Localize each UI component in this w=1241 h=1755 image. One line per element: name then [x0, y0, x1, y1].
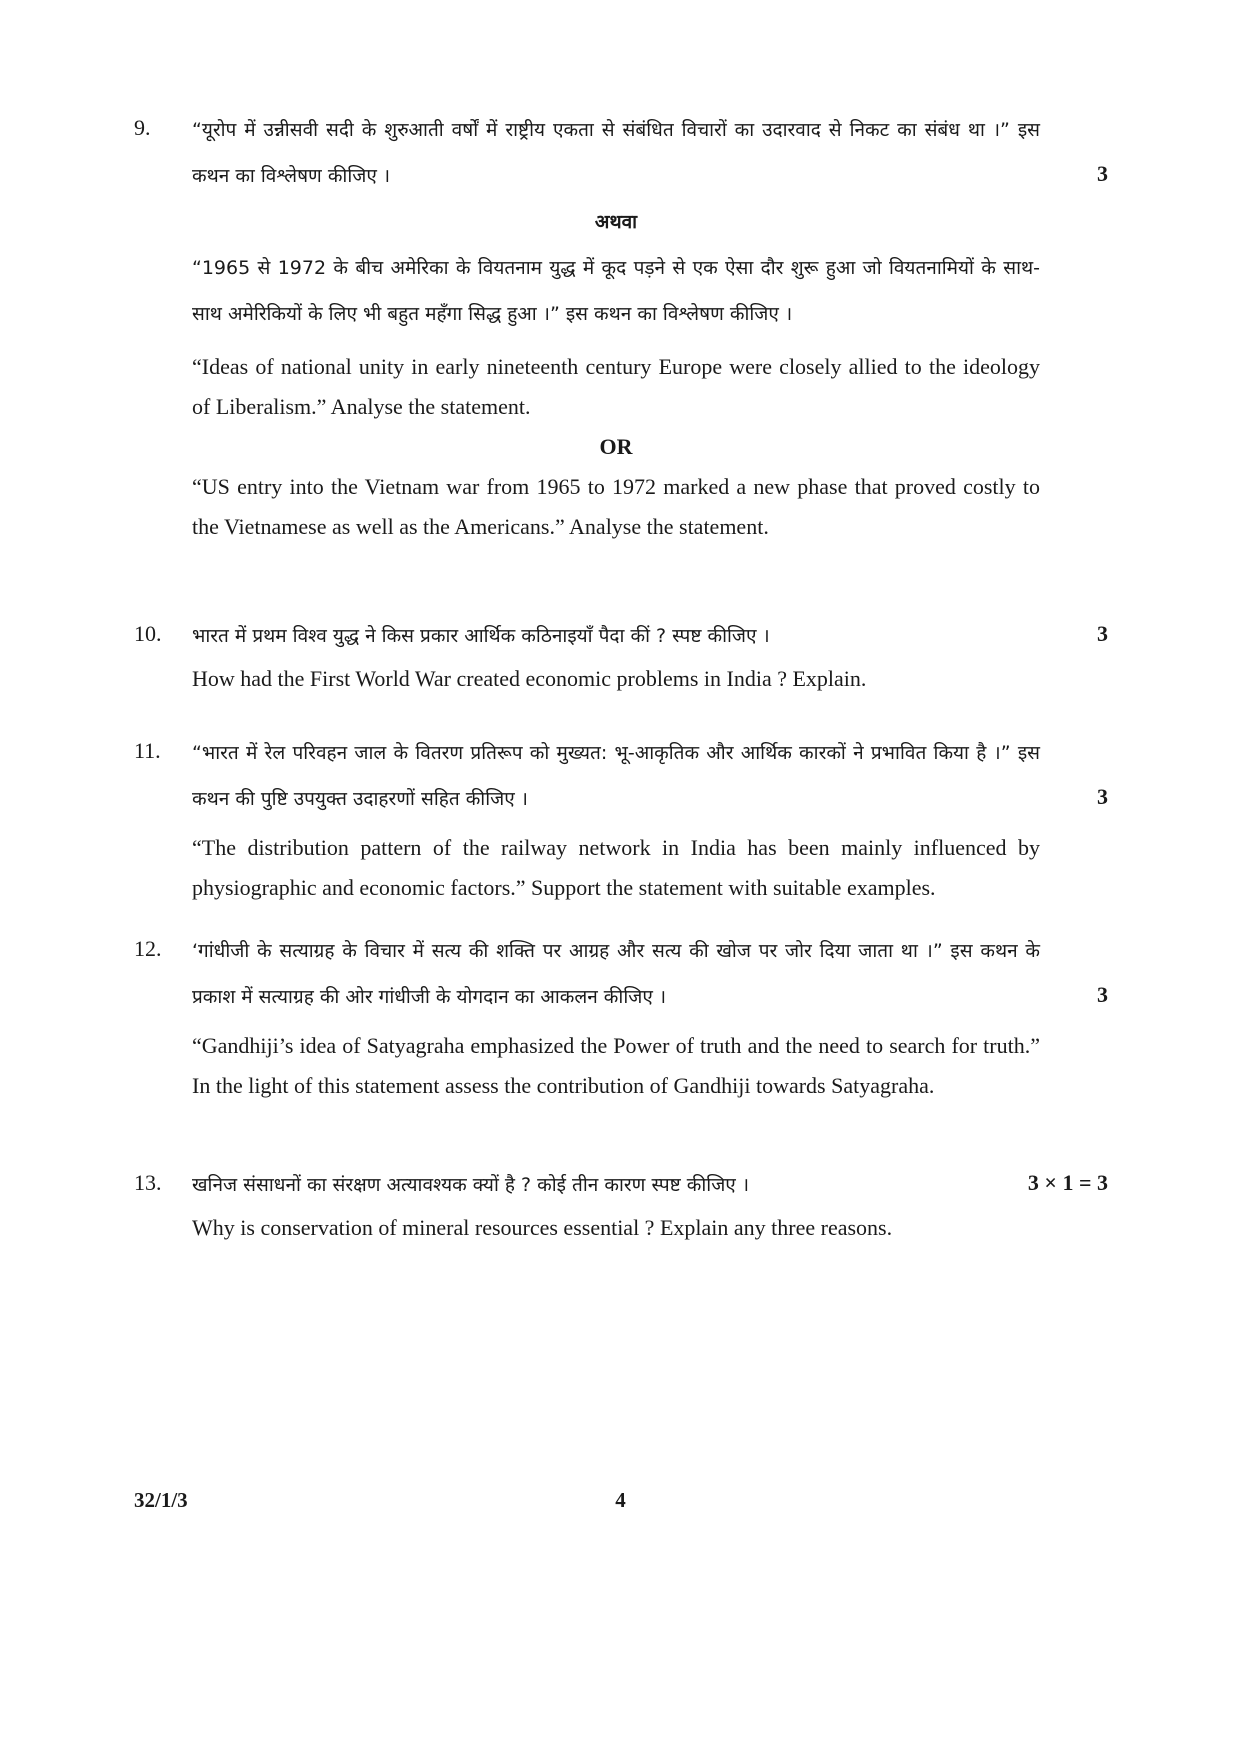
question-10: [134, 613, 1108, 699]
question-number: 10.: [134, 621, 162, 646]
question-english-text: How had the First World War created economic problems in India ? Explain.: [192, 666, 867, 691]
question-number: 11.: [134, 738, 161, 763]
question-12: [134, 928, 1108, 1106]
question-9: [134, 107, 1108, 547]
question-marks: 3 × 1 = 3: [1027, 1170, 1108, 1195]
question-13: [134, 1162, 1108, 1248]
question-hindi-text: “यूरोप में उन्नीसवी सदी के शुरुआती वर्षों में राष्ट्रीय एकता से संबंधित विचारों का उदारवाद से निकट का संबंध था ।” इस कथन का विश्लेषण कीजिए ।: [192, 119, 1040, 187]
or-separator-hindi: अथवा: [594, 211, 638, 233]
question-english-text: “Ideas of national unity in early nineteenth century Europe were closely allied to the ideology of Liberalism.” Analyse the statement.: [192, 354, 1040, 419]
paper-code: 32/1/3: [134, 1488, 188, 1512]
question-english-text: “The distribution pattern of the railway network in India has been mainly influenced by physiographic and economic factors.” Support the statement with suitable examples.: [192, 835, 1040, 900]
question-hindi-text: भारत में प्रथम विश्व युद्ध ने किस प्रकार आर्थिक कठिनाइयाँ पैदा कीं ? स्पष्ट कीजिए ।: [192, 625, 770, 647]
alternative-hindi-text: “1965 से 1972 के बीच अमेरिका के वियतनाम युद्ध में कूद पड़ने से एक ऐसा दौर शुरू हुआ जो वियतनामियों के साथ-साथ अमेरिकियों के लिए भी बहुत महँगा सिद्ध हुआ ।” इस कथन का विश्लेषण कीजिए ।: [192, 257, 1040, 325]
question-marks: 3: [1097, 784, 1108, 809]
question-number: 13.: [134, 1170, 162, 1195]
question-hindi-text: खनिज संसाधनों का संरक्षण अत्यावश्यक क्यों है ? कोई तीन कारण स्पष्ट कीजिए ।: [192, 1174, 750, 1196]
question-marks: 3: [1097, 161, 1108, 186]
question-marks: 3: [1097, 621, 1108, 646]
question-11: [134, 730, 1108, 908]
question-number: 9.: [134, 115, 151, 140]
question-english-text: Why is conservation of mineral resources essential ? Explain any three reasons.: [192, 1215, 893, 1240]
question-marks: 3: [1097, 982, 1108, 1007]
alternative-english-text: “US entry into the Vietnam war from 1965 to 1972 marked a new phase that proved costly to the Vietnamese as well as the Americans.” Analyse the statement.: [192, 474, 1040, 539]
question-hindi-text: ‘गांधीजी के सत्याग्रह के विचार में सत्य की शक्ति पर आग्रह और सत्य की खोज पर जोर दिया जाता था ।” इस कथन के प्रकाश में सत्याग्रह की ओर गांधीजी के योगदान का आकलन कीजिए ।: [192, 940, 1040, 1008]
question-hindi-text: “भारत में रेल परिवहन जाल के वितरण प्रतिरूप को मुख्यत: भू-आकृतिक और आर्थिक कारकों ने प्रभावित किया है ।” इस कथन की पुष्टि उपयुक्त उदाहरणों सहित कीजिए ।: [192, 742, 1040, 810]
question-number: 12.: [134, 936, 162, 961]
question-english-text: “Gandhiji’s idea of Satyagraha emphasized the Power of truth and the need to search for truth.” In the light of this statement assess the contribution of Gandhiji towards Satyagraha.: [192, 1033, 1040, 1098]
page-number: 4: [615, 1488, 626, 1512]
or-separator-english: OR: [599, 434, 633, 459]
